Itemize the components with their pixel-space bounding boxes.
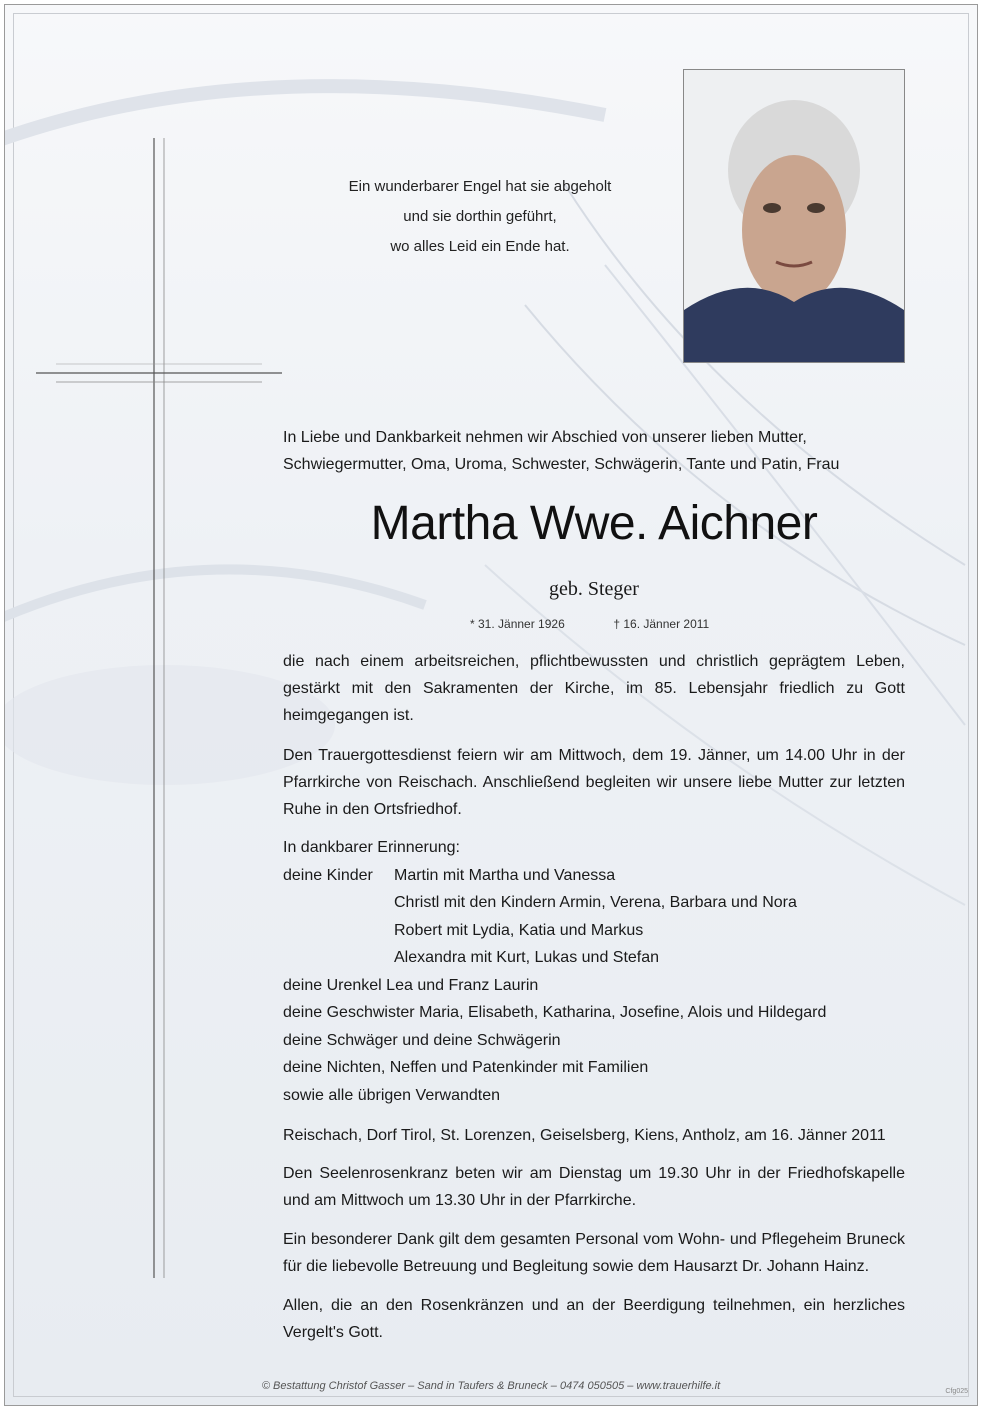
- list-item: sowie alle übrigen Verwandten: [283, 1086, 501, 1104]
- children-label: deine Kinder: [283, 866, 373, 884]
- paragraph-thanks: Ein besonderer Dank gilt dem gesamten Personal vom Wohn- und Pflegeheim Bruneck für die liebevolle Betreuung und Begleitung sowie dem Hausarzt Dr. Johann Hainz.: [283, 1231, 905, 1275]
- paragraph-life: die nach einem arbeitsreichen, pflichtbewussten und christlich geprägtem Leben, gestärkt mit den Sakramenten der Kirche, im 85. Lebensjahr friedlich zu Gott heimgegangen ist.: [283, 653, 905, 724]
- family-heading: In dankbarer Erinnerung:: [283, 839, 460, 856]
- motto-verse: [330, 172, 630, 262]
- paragraph-service: Den Trauergottesdienst feiern wir am Mittwoch, dem 19. Jänner, um 14.00 Uhr in der Pfarrkirche von Reischach. Anschließend begleiten wir unsere liebe Mutter zur letzten Ruhe in den Ortsfriedhof.: [283, 747, 905, 818]
- list-item: deine Nichten, Neffen und Patenkinder mit Familien: [283, 1059, 649, 1076]
- reference-code: Cfg025: [945, 1388, 968, 1395]
- cross-icon: [36, 138, 286, 1283]
- paragraph-closing: Allen, die an den Rosenkränzen und an der Beerdigung teilnehmen, ein herzliches Vergelt's Gott.: [283, 1297, 905, 1341]
- portrait-photo: [683, 69, 905, 363]
- child-entry: Christl mit den Kindern Armin, Verena, Barbara und Nora: [394, 894, 797, 911]
- death-date: † 16. Jänner 2011: [613, 617, 710, 631]
- list-item: deine Schwäger und deine Schwägerin: [283, 1031, 561, 1049]
- child-entry: Alexandra mit Kurt, Lukas und Stefan: [394, 949, 660, 966]
- list-item: deine Geschwister Maria, Elisabeth, Katharina, Josefine, Alois und Hildegard: [283, 1004, 827, 1021]
- child-entry: Robert mit Lydia, Katia und Markus: [394, 921, 644, 939]
- place-date: Reischach, Dorf Tirol, St. Lorenzen, Geiselsberg, Kiens, Antholz, am 16. Jänner 2011: [283, 1127, 886, 1144]
- child-entry: Martin mit Martha und Vanessa: [394, 866, 616, 884]
- life-dates: [470, 617, 770, 631]
- family-list: [283, 834, 905, 1109]
- footer-credit: © Bestattung Christof Gasser – Sand in Taufers & Bruneck – 0474 050505 – www.trauerhilfe.it: [261, 1380, 721, 1392]
- intro-text: In Liebe und Dankbarkeit nehmen wir Abschied von unserer lieben Mutter, Schwiegermutter, Oma, Uroma, Schwester, Schwägerin, Tante und Patin, Frau: [283, 429, 840, 473]
- birth-date: * 31. Jänner 1926: [470, 617, 565, 631]
- deceased-name: Martha Wwe. Aichner: [370, 497, 818, 550]
- list-item: deine Urenkel Lea und Franz Laurin: [283, 976, 539, 994]
- motto-line: wo alles Leid ein Ende hat.: [390, 238, 570, 255]
- motto-line: und sie dorthin geführt,: [403, 208, 557, 225]
- paragraph-rosary: Den Seelenrosenkranz beten wir am Dienstag um 19.30 Uhr in der Friedhofskapelle und am Mittwoch um 13.30 Uhr in der Pfarrkirche.: [283, 1165, 905, 1209]
- birth-name: geb. Steger: [549, 578, 639, 600]
- list-item: [283, 862, 905, 890]
- motto-line: Ein wunderbarer Engel hat sie abgeholt: [348, 178, 612, 195]
